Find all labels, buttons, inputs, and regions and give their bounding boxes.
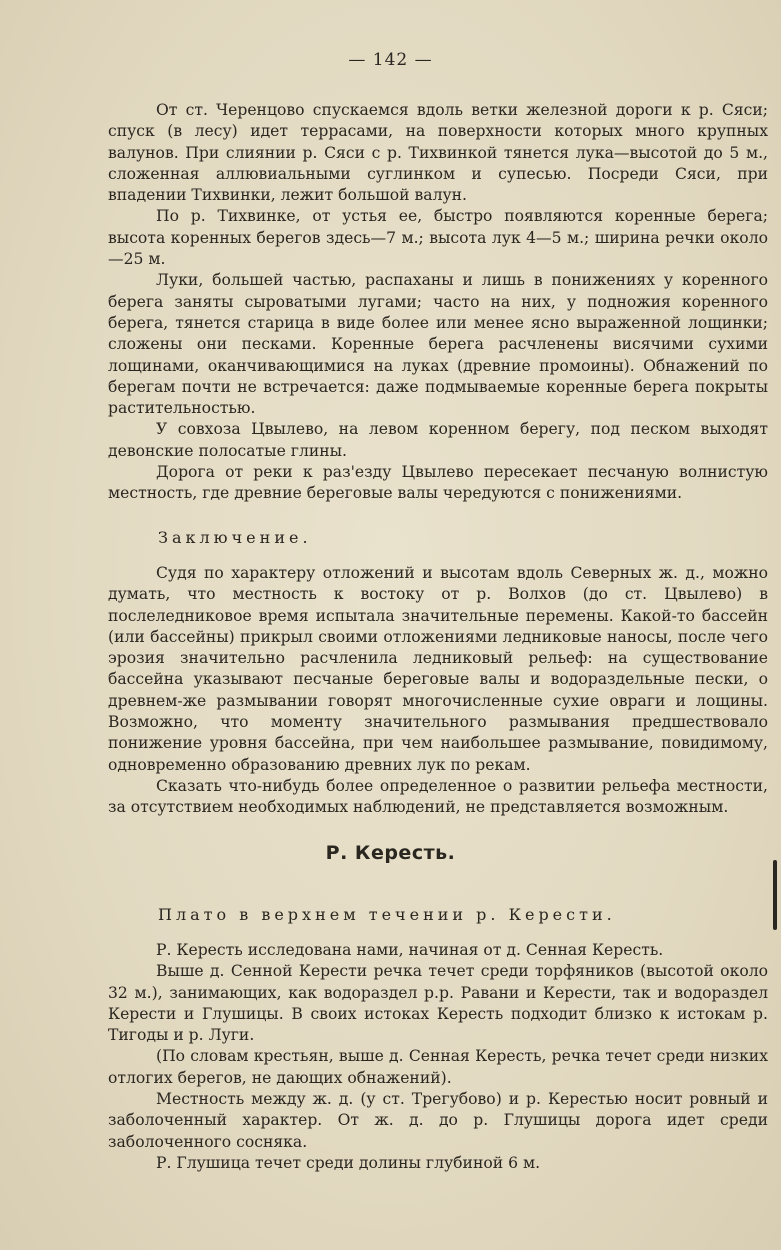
paragraph: Р. Кересть исследована нами, начиная от д. Сенная Кересть. (156, 941, 664, 959)
page-edge-mark (773, 860, 777, 930)
kerest-text (108, 940, 768, 1174)
subsection-heading: Плато в верхнем течении р. Керести. (158, 905, 616, 924)
page-number: — 142 — (348, 50, 433, 70)
paragraph: Дорога от реки к раз'езду Цвылево пересекает песчаную волнистую местность, где древние береговые валы чередуются с понижениями. (108, 463, 768, 503)
paragraph: Выше д. Сенной Керести речка течет среди торфяников (высотой около 32 м.), занимающих, как водораздел р.р. Равани и Керести, так и водораздел Керести и Глушицы. В своих истоках Кересть подходит близко к истокам р. Тигоды и р. Луги. (108, 962, 768, 1045)
paragraph: Местность между ж. д. (у ст. Трегубово) и р. Керестью носит ровный и заболоченный характер. От ж. д. до р. Глушицы дорога идет среди заболоченного сосняка. (108, 1090, 768, 1151)
intro-text (108, 100, 768, 505)
paragraph: По р. Тихвинке, от устья ее, быстро появляются коренные берега; высота коренных берегов здесь—7 м.; высота лук 4—5 м.; ширина речки около—25 м. (108, 207, 768, 269)
paragraph: Судя по характеру отложений и высотам вдоль Северных ж. д., можно думать, что местность к востоку от р. Волхов (до ст. Цвылево) в послеледниковое время испытала значительные перемены. Какой-то бассейн (или бассейны) прикрыл своими отложениями ледниковые наносы, после чего эрозия значительно расчленила ледниковый рельеф: на существование бассейна указывают песчаные береговые валы и водораздельные пески, о древнем-же размывании говорят многочисленные сухие овраги и лощины. Возможно, что моменту значительного размывания предшествовало понижение уровня бассейна, при чем наибольшее размывание, повидимому, одновременно образованию древних лук по рекам. (108, 564, 768, 774)
chapter-title: Р. Кересть. (325, 842, 456, 864)
paragraph: Луки, большей частью, распаханы и лишь в понижениях у коренного берега заняты сыроватыми лугами; часто на них, у подножия коренного берега, тянется старица в виде более или менее ясно выраженной лощинки; сложены они песками. Коренные берега расчленены висячими сухими лощинами, оканчивающимися на луках (древние промоины). Обнажений по берегам почти не встречается: даже подмываемые коренные берега покрыты растительностью. (108, 271, 768, 418)
paragraph: От ст. Черенцово спускаемся вдоль ветки железной дороги к р. Сяси; спуск (в лесу) идет террасами, на поверхности которых много крупных валунов. При слиянии р. Сяси с р. Тихвинкой тянется лука—высотой до 5 м., сложенная аллювиальными суглинком и супесью. Посреди Сяси, при впадении Тихвинки, лежит большой валун. (108, 101, 768, 205)
paragraph: (По словам крестьян, выше д. Сенная Кересть, речка течет среди низких отлогих берегов, не дающих обнажений). (108, 1047, 768, 1087)
paragraph: У совхоза Цвылево, на левом коренном берегу, под песком выходят девонские полосатые глины. (108, 420, 768, 460)
conclusion-text (108, 563, 768, 819)
paragraph: Сказать что-нибудь более определенное о развитии рельефа местности, за отсутствием необходимых наблюдений, не представляется возможным. (108, 776, 768, 817)
conclusion-heading: Заключение. (158, 528, 312, 547)
paragraph: Р. Глушица течет среди долины глубиной 6 м. (156, 1153, 541, 1172)
